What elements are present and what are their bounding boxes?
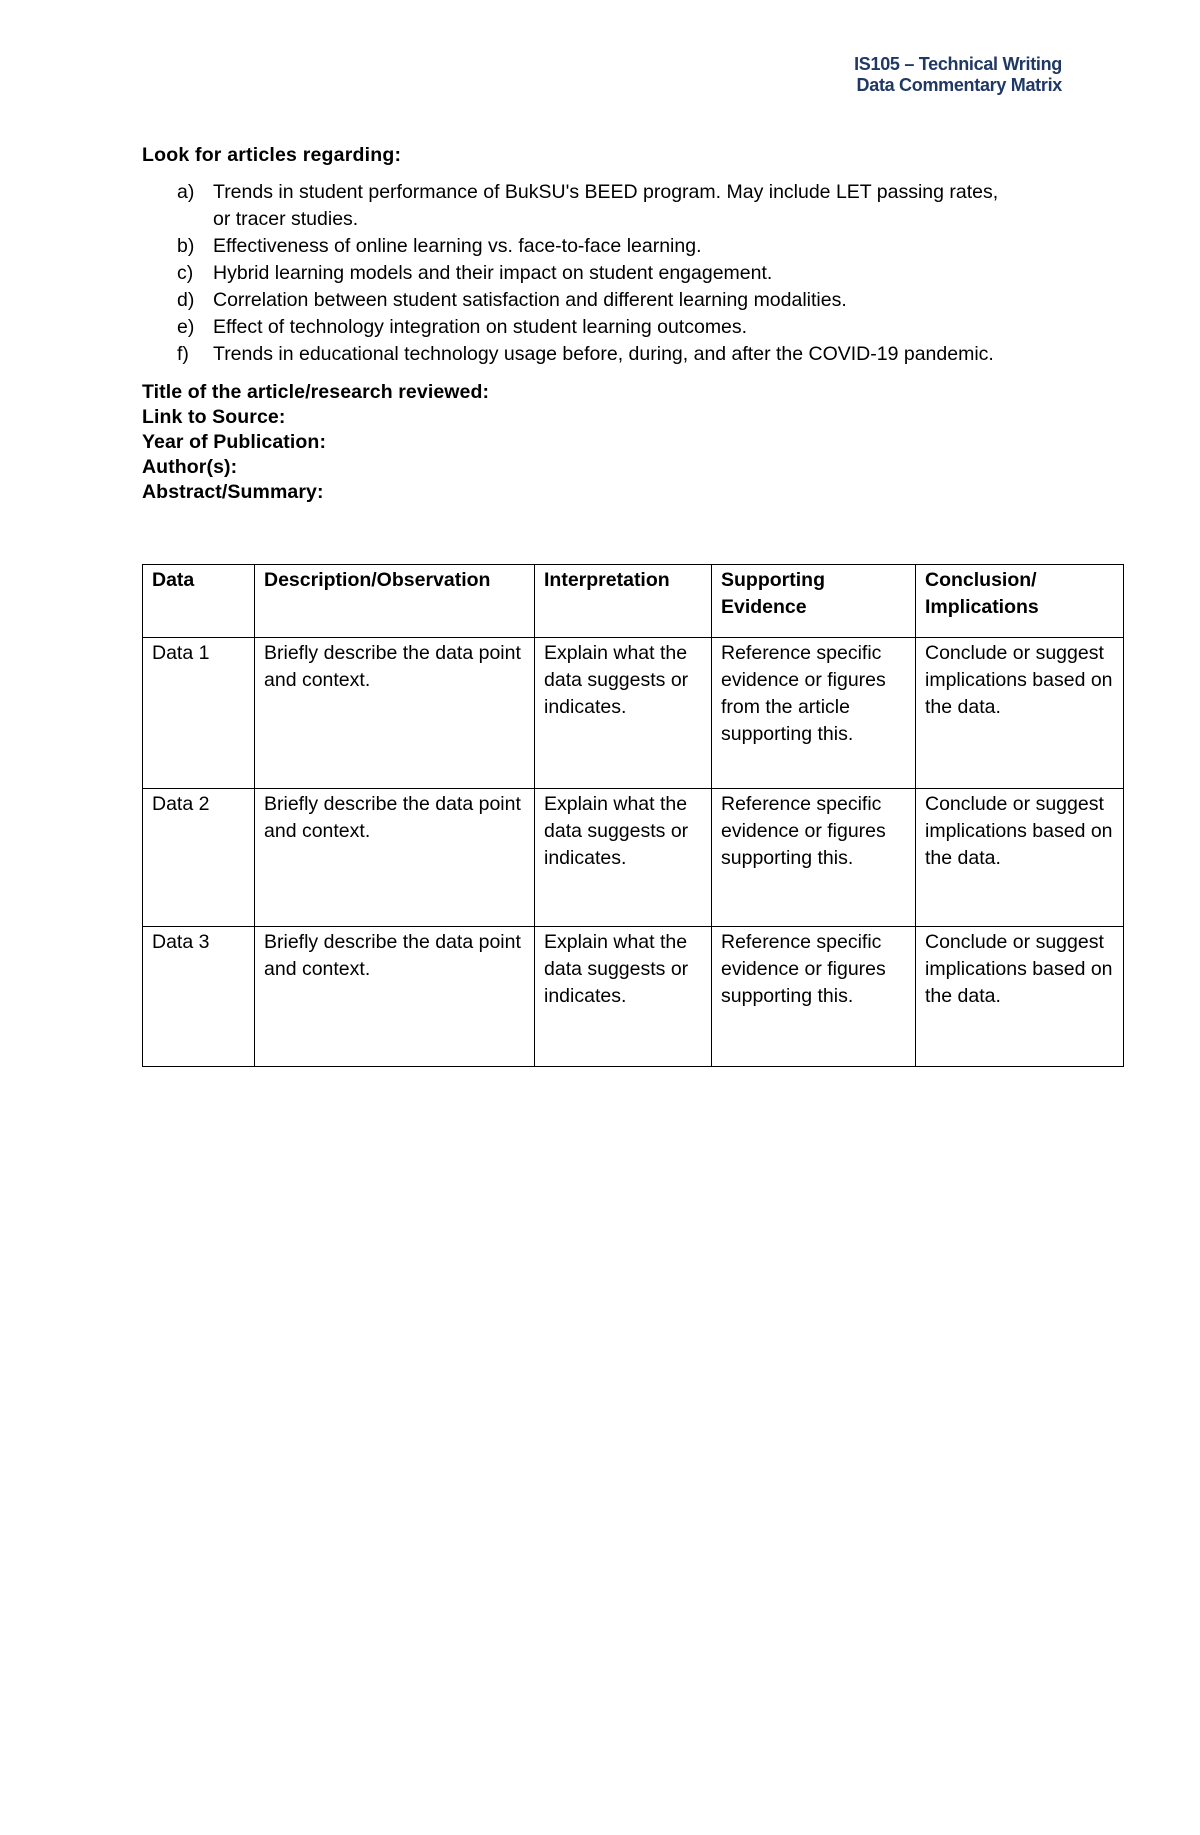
instructions-section bbox=[142, 142, 1072, 505]
cell-supporting-evidence: Reference specific evidence or figures from the article supporting this. bbox=[712, 638, 916, 789]
cell-description: Briefly describe the data point and context. bbox=[255, 638, 535, 789]
topic-item bbox=[142, 287, 1013, 314]
topic-item bbox=[142, 314, 1013, 341]
table-header-row bbox=[143, 565, 1124, 638]
cell-description: Briefly describe the data point and context. bbox=[255, 789, 535, 927]
cell-description: Briefly describe the data point and context. bbox=[255, 927, 535, 1067]
cell-data-label: Data 3 bbox=[143, 927, 255, 1067]
table-row bbox=[143, 789, 1124, 927]
topic-marker: c) bbox=[177, 262, 194, 284]
topic-item bbox=[142, 341, 1013, 368]
cell-data-label: Data 1 bbox=[143, 638, 255, 789]
topic-item bbox=[142, 179, 1013, 233]
topic-marker: b) bbox=[177, 235, 195, 257]
topics-list bbox=[142, 179, 1072, 368]
topic-text: Trends in student performance of BukSU's BEED program. May include LET passing rates, or tracer studies. bbox=[213, 181, 999, 230]
cell-interpretation: Explain what the data suggests or indicates. bbox=[535, 927, 712, 1067]
topic-text: Correlation between student satisfaction and different learning modalities. bbox=[213, 289, 847, 311]
table-row bbox=[143, 638, 1124, 789]
table-row bbox=[143, 927, 1124, 1067]
course-title: IS105 – Technical Writing bbox=[854, 54, 1062, 74]
cell-data-label: Data 2 bbox=[143, 789, 255, 927]
field-authors-label: Author(s): bbox=[142, 456, 238, 478]
topic-marker: a) bbox=[177, 181, 195, 203]
topic-item bbox=[142, 260, 1013, 287]
document-title: Data Commentary Matrix bbox=[856, 75, 1062, 95]
field-title-label: Title of the article/research reviewed: bbox=[142, 381, 490, 403]
topic-marker: e) bbox=[177, 316, 195, 338]
article-fields bbox=[142, 380, 1072, 505]
topic-text: Trends in educational technology usage before, during, and after the COVID-19 pandemic. bbox=[213, 343, 994, 365]
cell-conclusion: Conclude or suggest implications based on the data. bbox=[916, 927, 1124, 1067]
header-description: Description/Observation bbox=[255, 565, 535, 638]
document-header bbox=[854, 54, 1062, 96]
topic-text: Hybrid learning models and their impact on student engagement. bbox=[213, 262, 773, 284]
topic-marker: f) bbox=[177, 343, 189, 365]
header-interpretation: Interpretation bbox=[535, 565, 712, 638]
topic-text: Effect of technology integration on student learning outcomes. bbox=[213, 316, 748, 338]
cell-conclusion: Conclude or suggest implications based on the data. bbox=[916, 638, 1124, 789]
topic-marker: d) bbox=[177, 289, 195, 311]
cell-supporting-evidence: Reference specific evidence or figures supporting this. bbox=[712, 927, 916, 1067]
data-commentary-table bbox=[142, 564, 1124, 1067]
header-supporting-evidence: Supporting Evidence bbox=[712, 565, 916, 638]
cell-interpretation: Explain what the data suggests or indicates. bbox=[535, 789, 712, 927]
topic-item bbox=[142, 233, 1013, 260]
header-conclusion: Conclusion/ Implications bbox=[916, 565, 1124, 638]
header-data: Data bbox=[143, 565, 255, 638]
instructions-heading: Look for articles regarding: bbox=[142, 144, 402, 166]
cell-supporting-evidence: Reference specific evidence or figures supporting this. bbox=[712, 789, 916, 927]
cell-interpretation: Explain what the data suggests or indicates. bbox=[535, 638, 712, 789]
topic-text: Effectiveness of online learning vs. face-to-face learning. bbox=[213, 235, 702, 257]
field-abstract-label: Abstract/Summary: bbox=[142, 481, 324, 503]
cell-conclusion: Conclude or suggest implications based on the data. bbox=[916, 789, 1124, 927]
field-link-label: Link to Source: bbox=[142, 406, 286, 428]
field-year-label: Year of Publication: bbox=[142, 431, 327, 453]
